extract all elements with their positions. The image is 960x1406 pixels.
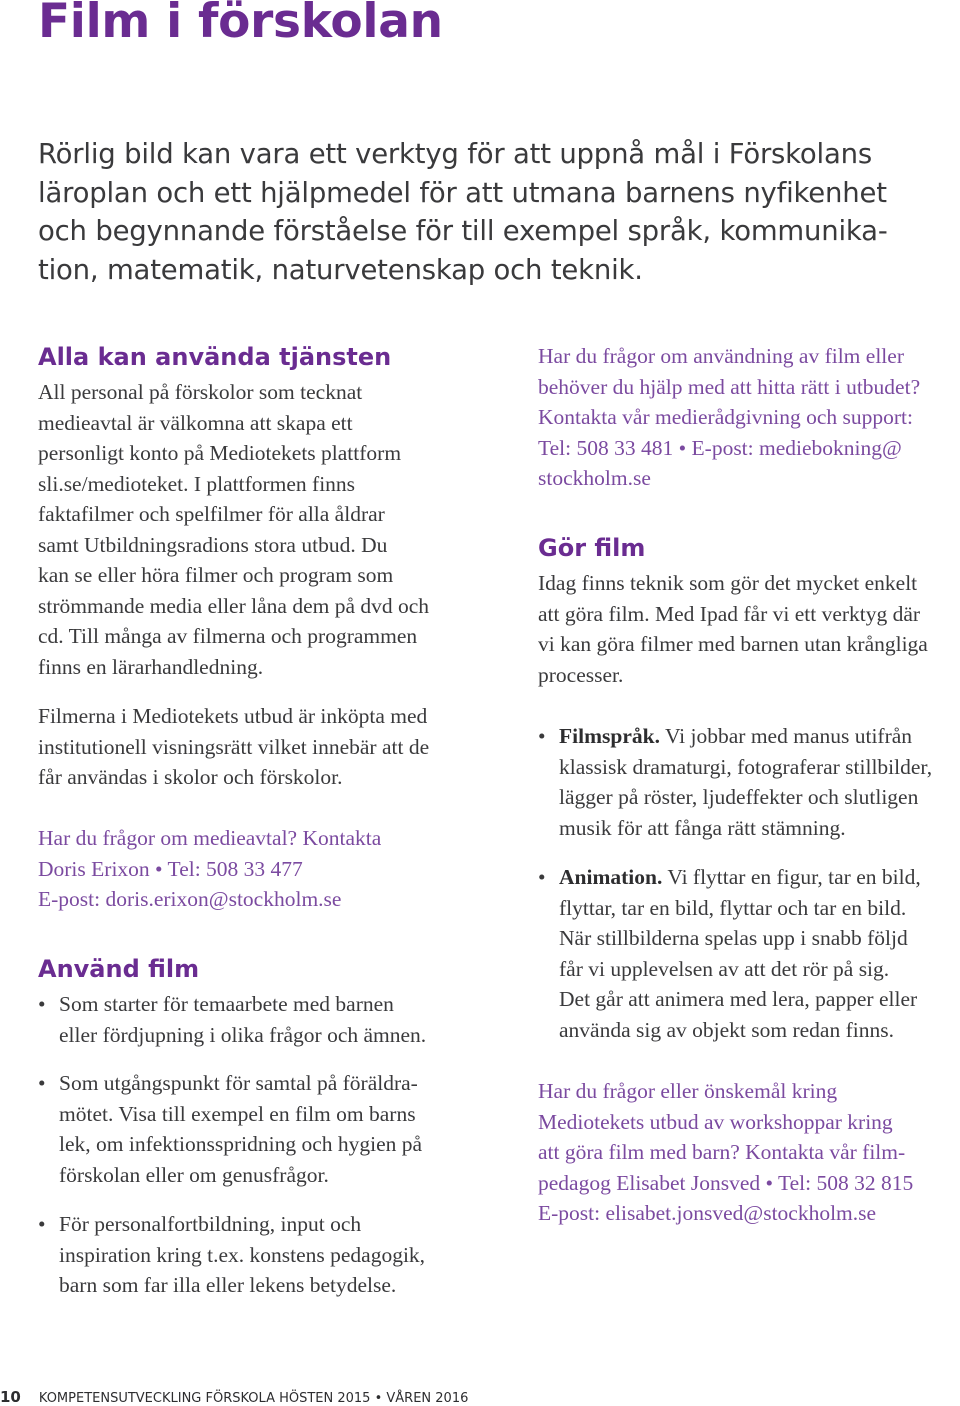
email-link[interactable]: E-post: elisabet.jonsved@stockholm.se <box>538 1201 877 1225</box>
text-line: faktafilmer och spelfilmer för alla åldrar <box>38 502 385 526</box>
text-line: personligt konto på Mediotekets plattform <box>38 441 402 465</box>
text-line: lägger på röster, ljudeffekter och slutligen <box>559 785 919 809</box>
lead-line: Rörlig bild kan vara ett verktyg för att uppnå mål i Förskolans <box>38 138 873 170</box>
contact-workshoppar <box>538 1076 913 1229</box>
text-line: barn som far illa eller lekens betydelse. <box>59 1273 397 1297</box>
bullet: • <box>38 992 46 1016</box>
text-line: kan se eller höra filmer och program som <box>38 563 394 587</box>
contact-medieradgivning <box>538 341 920 494</box>
text-line: flyttar, tar en bild, flyttar och tar en bild. <box>559 895 907 920</box>
section-heading-gor-film: Gör film <box>538 534 646 562</box>
bullet: • <box>38 1212 46 1236</box>
text-line: medieavtal är välkomna att skapa ett <box>38 410 353 435</box>
bullet: • <box>538 724 546 748</box>
contact-medieavtal <box>38 823 381 915</box>
page-number: 10 <box>0 1388 21 1406</box>
page-title: Film i förskolan <box>38 0 443 49</box>
text-line: pedagog Elisabet Jonsved • Tel: 508 32 815 <box>538 1170 914 1195</box>
paragraph-visningsratt <box>38 701 429 793</box>
text-line: finns en lärarhandledning. <box>38 654 264 679</box>
text-line: behöver du hjälp med att hitta rätt i utbudet? <box>538 374 921 399</box>
text-line: eller fördjupning i olika frågor och ämnen. <box>59 1022 427 1047</box>
lead-line: tion, matematik, naturvetenskap och teknik. <box>38 253 643 286</box>
text-fragment: Vi jobbar med manus utifrån <box>659 724 913 748</box>
text-line: vi kan göra filmer med barnen utan krångliga <box>538 632 928 656</box>
text-line: Filmerna i Mediotekets utbud är inköpta med <box>38 704 428 728</box>
text-line: får vi upplevelsen av att det rör på sig. <box>559 956 890 981</box>
lead-line: och begynnande förståelse för till exempel språk, kommunika- <box>38 215 888 247</box>
term-animation: Animation. <box>559 865 663 889</box>
text-line: När stillbilderna spelas upp i snabb följd <box>559 926 908 950</box>
email-link[interactable]: E-post: doris.erixon@stockholm.se <box>38 887 342 911</box>
bullet: • <box>538 865 546 889</box>
text-line: Mediotekets utbud av workshoppar kring <box>538 1109 893 1134</box>
text-line: att göra film. Med Ipad får vi ett verktyg där <box>538 601 921 626</box>
text-line: Har du frågor eller önskemål kring <box>538 1079 838 1103</box>
text-line: processer. <box>538 662 624 687</box>
text-line: musik för att fånga rätt stämning. <box>559 815 846 840</box>
email-link[interactable]: Tel: 508 33 481 • E-post: mediebokning@ <box>538 435 902 460</box>
text-fragment: Vi flyttar en figur, tar en bild, <box>662 865 921 889</box>
page-footer <box>0 1388 468 1406</box>
text-line: Kontakta vår medierådgivning och support: <box>538 405 913 429</box>
email-link[interactable]: stockholm.se <box>538 466 651 490</box>
text-line: Som utgångspunkt för samtal på föräldra- <box>59 1071 418 1095</box>
footer-text: KOMPETENSUTVECKLING FÖRSKOLA HÖSTEN 2015 • VÅREN 2016 <box>38 1391 469 1406</box>
paragraph-alla-kan <box>38 377 429 682</box>
text-line: Har du frågor om användning av film eller <box>538 344 904 368</box>
text-line: mötet. Visa till exempel en film om barns <box>59 1101 416 1126</box>
paragraph-gor-film <box>538 568 928 690</box>
text-line: Som starter för temaarbete med barnen <box>59 992 394 1016</box>
term-filmsprak: Filmspråk. <box>559 724 660 748</box>
lead-line: läroplan och ett hjälpmedel för att utmana barnens nyfikenhet <box>38 176 887 209</box>
text-line: använda sig av objekt som redan finns. <box>559 1017 894 1042</box>
text-line: Idag finns teknik som gör det mycket enkelt <box>538 571 918 595</box>
text-line: sli.se/medioteket. I plattformen finns <box>38 471 356 496</box>
bullet: • <box>38 1071 46 1095</box>
text-line: att göra film med barn? Kontakta vår film- <box>538 1140 906 1164</box>
text-line: lek, om infektionsspridning och hygien på <box>59 1132 423 1156</box>
text-line: får användas i skolor och förskolor. <box>38 765 343 789</box>
section-heading-alla-kan: Alla kan använda tjänsten <box>38 343 392 371</box>
text-line: inspiration kring t.ex. konstens pedagogik, <box>59 1242 426 1267</box>
text-line: cd. Till många av filmerna och programmen <box>38 624 418 648</box>
text-line: För personalfortbildning, input och <box>59 1212 362 1236</box>
text-line <box>559 721 932 752</box>
text-line: Har du frågor om medieavtal? Kontakta <box>38 826 382 850</box>
text-line <box>559 862 921 893</box>
text-line: All personal på förskolor som tecknat <box>38 380 363 404</box>
text-line: samt Utbildningsradions stora utbud. Du <box>38 532 388 557</box>
text-line: Doris Erixon • Tel: 508 33 477 <box>38 856 303 881</box>
lead-paragraph <box>38 135 938 289</box>
text-line: strömmande media eller låna dem på dvd och <box>38 593 430 618</box>
section-heading-anvand-film: Använd film <box>38 955 200 983</box>
text-line: klassisk dramaturgi, fotograferar stillbilder, <box>559 754 933 779</box>
text-line: Det går att animera med lera, papper eller <box>559 987 918 1011</box>
text-line: förskolan eller om genusfrågor. <box>59 1162 329 1187</box>
text-line: institutionell visningsrätt vilket innebär att de <box>38 734 430 759</box>
